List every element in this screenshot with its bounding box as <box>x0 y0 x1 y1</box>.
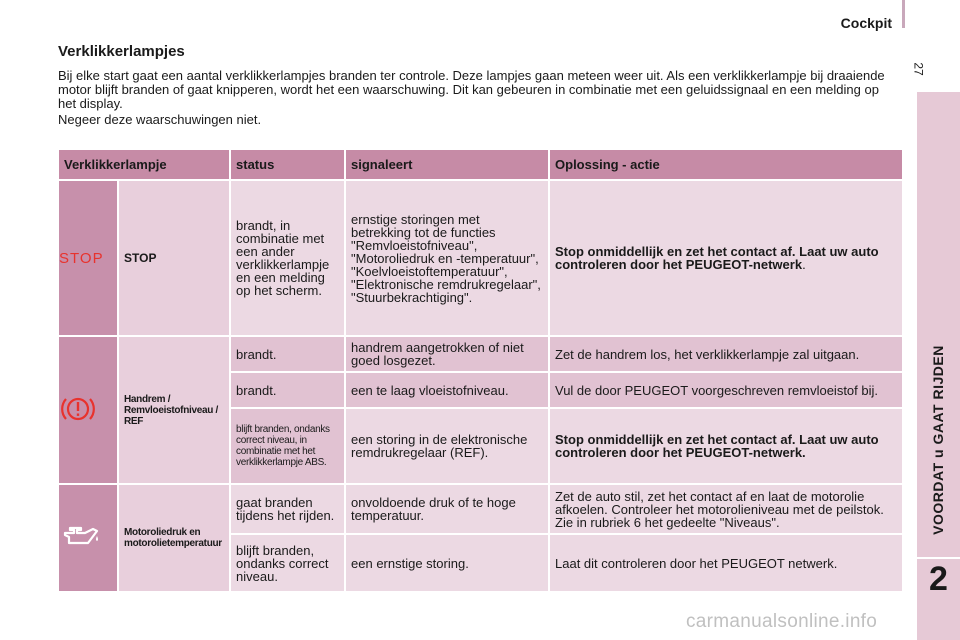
header-status: status <box>231 150 344 179</box>
section-title: Verklikkerlampjes <box>58 43 185 60</box>
brake-signal-2: een te laag vloeistofniveau. <box>346 373 548 407</box>
stop-icon: STOP <box>59 249 104 267</box>
oil-can-icon <box>59 522 101 552</box>
oil-icon-cell <box>59 485 117 591</box>
table-row-brake-1 <box>59 337 902 371</box>
header-action: Oplossing - actie <box>550 150 902 179</box>
brake-name: Handrem / Remvloeistofniveau / REF <box>119 337 229 483</box>
oil-name: Motoroliedruk en motorolietemperatuur <box>119 485 229 591</box>
side-tab-label: VOORDAT u GAAT RIJDEN <box>930 345 946 535</box>
oil-status-2: blijft branden, ondanks correct niveau. <box>231 535 344 591</box>
brake-signal-1: handrem aangetrokken of niet goed losgezet. <box>346 337 548 371</box>
stop-icon-cell <box>59 181 117 335</box>
warning-note: Negeer deze waarschuwingen niet. <box>58 112 262 127</box>
intro-paragraph: Bij elke start gaat een aantal verklikkerlampjes branden ter controle. Deze lampjes gaan meteen weer uit. Als een verklikkerlampje bij draaiende motor blijft branden of gaat knipperen, wordt het een waarschuwing. Dit kan gebeuren in combinatie met een geluidssignaal en een melding op het display. <box>58 68 885 111</box>
page-number: 27 <box>911 62 926 76</box>
header-signal: signaleert <box>346 150 548 179</box>
stop-action-cell: Stop onmiddellijk en zet het contact af. Laat uw auto controleren door het PEUGEOT-netwerk. <box>550 181 902 335</box>
brake-action-1: Zet de handrem los, het verklikkerlampje zal uitgaan. <box>550 337 902 371</box>
brake-action-3: Stop onmiddellijk en zet het contact af. Laat uw auto controleren door het PEUGEOT-netwerk. <box>555 432 879 460</box>
watermark: carmanualsonline.info <box>686 611 878 632</box>
header-title: Cockpit <box>840 15 892 31</box>
stop-name: STOP <box>119 181 229 335</box>
side-tab-divider <box>917 557 960 559</box>
brake-icon-cell <box>59 337 117 483</box>
brake-action-3-cell <box>550 409 902 483</box>
brake-action-2: Vul de door PEUGEOT voorgeschreven remvloeistof bij. <box>550 373 902 407</box>
stop-action: Stop onmiddellijk en zet het contact af. Laat uw auto controleren door het PEUGEOT-netwerk <box>555 244 879 272</box>
brake-status-3: blijft branden, ondanks correct niveau, in combinatie met het verklikkerlampje ABS. <box>231 409 344 483</box>
brake-status-1: brandt. <box>231 337 344 371</box>
table-header-row <box>59 150 902 179</box>
warning-lights-table <box>57 148 904 593</box>
oil-action-1: Zet de auto stil, zet het contact af en laat de motorolie afkoelen. Controleer het motorolieniveau met de peilstok. Zie in rubriek 6 het gedeelte "Niveaus". <box>550 485 902 533</box>
oil-action-2: Laat dit controleren door het PEUGEOT netwerk. <box>550 535 902 591</box>
table-row-stop <box>59 181 902 335</box>
brake-signal-3: een storing in de elektronische remdrukregelaar (REF). <box>346 409 548 483</box>
stop-status: brandt, in combinatie met een ander verklikkerlampje en een melding op het scherm. <box>231 181 344 335</box>
brake-status-2: brandt. <box>231 373 344 407</box>
oil-signal-2: een ernstige storing. <box>346 535 548 591</box>
table-row-oil-1 <box>59 485 902 533</box>
header-divider <box>902 0 905 28</box>
oil-status-1: gaat branden tijdens het rijden. <box>231 485 344 533</box>
brake-warning-icon <box>59 390 97 428</box>
header-warning-light: Verklikkerlampje <box>59 150 229 179</box>
oil-signal-1: onvoldoende druk of te hoge temperatuur. <box>346 485 548 533</box>
stop-signal: ernstige storingen met betrekking tot de functies "Remvloeistofniveau", "Motoroliedruk en -temperatuur", "Koelvloeistoftemperatuur", "Elektronische remdrukregelaar", "Stuurbekrachtiging". <box>346 181 548 335</box>
chapter-number: 2 <box>929 560 948 598</box>
